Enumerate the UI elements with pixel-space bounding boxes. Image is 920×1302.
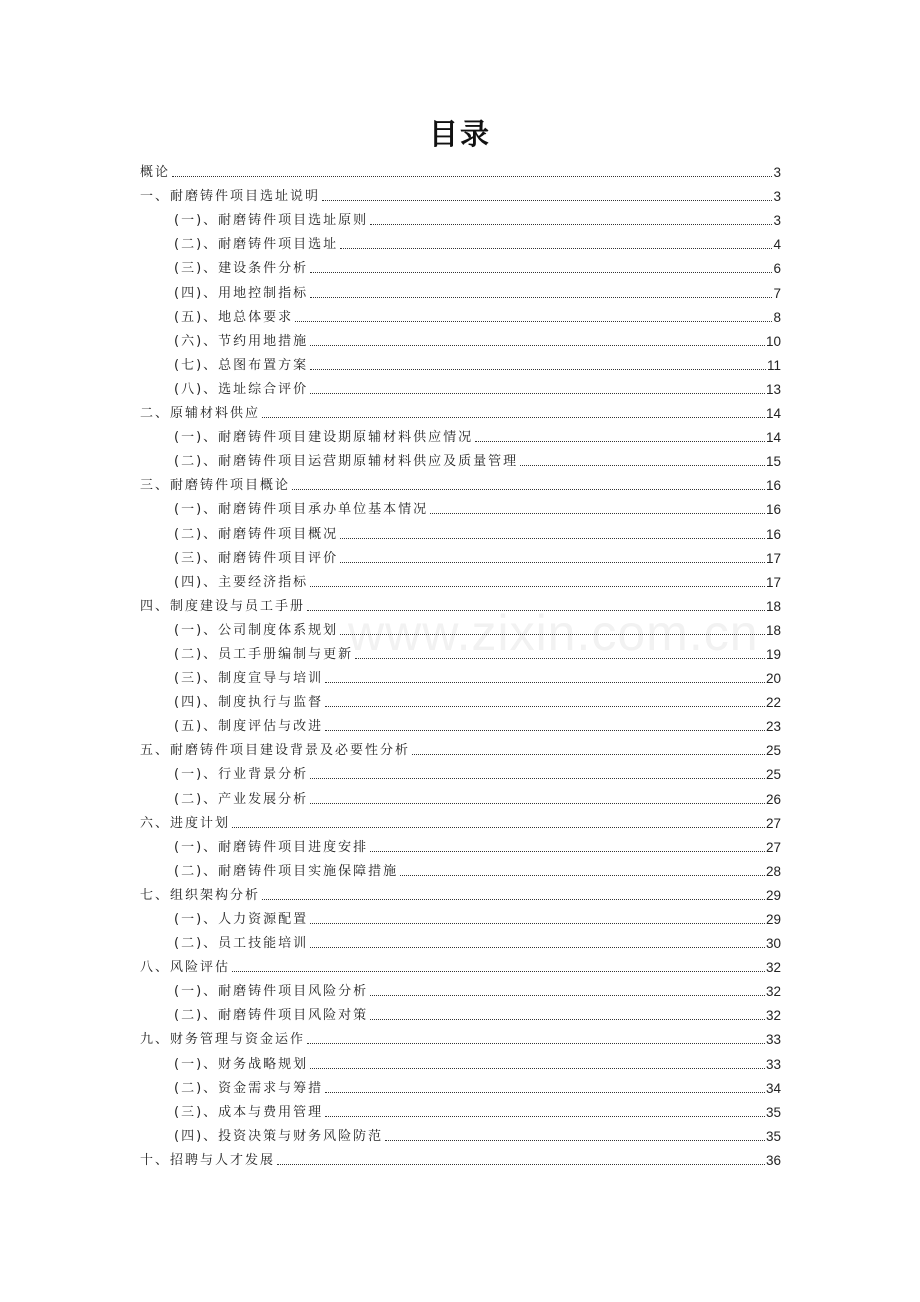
toc-entry-label: (三)、成本与费用管理: [174, 1104, 324, 1120]
toc-page-number: 22: [765, 695, 781, 711]
watermark: www.zixin.com.cn: [348, 605, 759, 661]
table-of-contents: [140, 160, 781, 1172]
toc-page-number: 15: [765, 454, 781, 470]
toc-entry-label: (三)、耐磨铸件项目评价: [174, 550, 339, 566]
dot-leader: [370, 224, 772, 225]
toc-subsection-entry[interactable]: [140, 690, 781, 714]
toc-section-entry[interactable]: [140, 184, 781, 208]
dot-leader: [310, 345, 765, 346]
toc-entry-label: (四)、用地控制指标: [174, 285, 309, 301]
dot-leader: [325, 706, 765, 707]
toc-section-entry[interactable]: [140, 401, 781, 425]
toc-entry-label: 七、组织架构分析: [140, 887, 261, 903]
dot-leader: [370, 851, 765, 852]
toc-entry-label: (一)、人力资源配置: [174, 912, 309, 927]
toc-entry-label: 九、财务管理与资金运作: [140, 1032, 306, 1048]
toc-subsection-entry[interactable]: [140, 1124, 781, 1148]
dot-leader: [310, 297, 772, 298]
toc-entry-label: (三)、制度宣导与培训: [174, 671, 324, 687]
dot-leader: [172, 176, 772, 177]
dot-leader: [310, 272, 772, 273]
toc-entry-label: (七)、总图布置方案: [174, 357, 309, 373]
toc-page-number: 20: [765, 671, 781, 687]
toc-section-entry[interactable]: [140, 594, 781, 618]
dot-leader: [400, 875, 765, 876]
dot-leader: [295, 321, 772, 322]
dot-leader: [325, 730, 765, 731]
toc-page-number: 33: [765, 1032, 781, 1048]
dot-leader: [430, 513, 765, 514]
toc-entry-label: 二、原辅材料供应: [140, 406, 261, 422]
toc-page-number: 33: [765, 1056, 781, 1072]
toc-subsection-entry[interactable]: [140, 1100, 781, 1124]
dot-leader: [232, 971, 765, 972]
toc-page-number: 26: [765, 791, 781, 807]
toc-page-number: 18: [765, 622, 781, 638]
toc-entry-label: (二)、耐磨铸件项目风险对策: [174, 1008, 369, 1024]
toc-subsection-entry[interactable]: [140, 256, 781, 280]
dot-leader: [325, 1116, 765, 1117]
toc-subsection-entry[interactable]: [140, 329, 781, 353]
toc-entry-label: (二)、耐磨铸件项目实施保障措施: [174, 863, 399, 879]
toc-section-entry[interactable]: [140, 811, 781, 835]
toc-subsection-entry[interactable]: [140, 642, 781, 666]
dot-leader: [310, 923, 765, 924]
toc-page-number: 8: [773, 309, 781, 325]
toc-page-number: 11: [766, 357, 781, 373]
toc-page-number: 3: [773, 213, 781, 229]
toc-page-number: 32: [765, 1008, 781, 1024]
toc-subsection-entry[interactable]: [140, 618, 781, 642]
toc-page-number: 29: [765, 887, 781, 903]
toc-page-number: 28: [765, 863, 781, 879]
dot-leader: [310, 393, 765, 394]
toc-page-number: 17: [765, 574, 781, 590]
toc-subsection-entry[interactable]: [140, 786, 781, 810]
toc-subsection-entry[interactable]: [140, 353, 781, 377]
toc-entry-label: (一)、耐磨铸件项目风险分析: [174, 984, 369, 1000]
toc-page-number: 34: [765, 1080, 781, 1096]
toc-page-number: 25: [765, 767, 781, 783]
toc-subsection-entry[interactable]: [140, 280, 781, 304]
toc-page-number: 35: [765, 1104, 781, 1120]
toc-entry-label: (二)、耐磨铸件项目运营期原辅材料供应及质量管理: [174, 454, 519, 470]
dot-leader: [322, 200, 772, 201]
toc-entry-label: (二)、员工技能培训: [174, 936, 309, 952]
toc-entry-label: 八、风险评估: [140, 960, 231, 976]
toc-entry-label: 一、耐磨铸件项目选址说明: [140, 189, 321, 205]
toc-entry-label: 四、制度建设与员工手册: [140, 598, 306, 614]
toc-subsection-entry[interactable]: [140, 546, 781, 570]
toc-page-number: 16: [765, 502, 781, 518]
toc-entry-label: (一)、财务战略规划: [174, 1056, 309, 1072]
dot-leader: [340, 248, 772, 249]
toc-page-number: 32: [765, 960, 781, 976]
dot-leader: [340, 538, 765, 539]
dot-leader: [310, 369, 766, 370]
toc-page-number: 4: [773, 237, 781, 253]
toc-subsection-entry[interactable]: [140, 979, 781, 1003]
toc-subsection-entry[interactable]: [140, 1051, 781, 1075]
toc-page-number: 14: [765, 430, 781, 446]
dot-leader: [310, 947, 765, 948]
toc-entry-label: 概论: [140, 165, 171, 181]
toc-entry-label: (八)、选址综合评价: [174, 381, 309, 397]
toc-page-number: 27: [765, 839, 781, 855]
toc-subsection-entry[interactable]: [140, 449, 781, 473]
toc-subsection-entry[interactable]: [140, 232, 781, 256]
dot-leader: [370, 995, 765, 996]
toc-entry-label: (一)、耐磨铸件项目选址原则: [174, 213, 369, 229]
toc-page-number: 18: [765, 598, 781, 614]
dot-leader: [292, 489, 765, 490]
toc-subsection-entry[interactable]: [140, 521, 781, 545]
dot-leader: [262, 417, 765, 418]
toc-section-entry[interactable]: [140, 1148, 781, 1172]
toc-subsection-entry[interactable]: [140, 570, 781, 594]
toc-entry-label: (四)、制度执行与监督: [174, 695, 324, 711]
toc-subsection-entry[interactable]: [140, 762, 781, 786]
toc-page-number: 14: [765, 406, 781, 422]
toc-entry-label: (二)、资金需求与筹措: [174, 1080, 324, 1096]
toc-page-number: 16: [765, 526, 781, 542]
toc-section-entry[interactable]: [140, 473, 781, 497]
toc-subsection-entry[interactable]: [140, 835, 781, 859]
dot-leader: [310, 1068, 765, 1069]
toc-section-entry[interactable]: [140, 160, 781, 184]
dot-leader: [325, 1092, 765, 1093]
toc-subsection-entry[interactable]: [140, 208, 781, 232]
toc-subsection-entry[interactable]: [140, 377, 781, 401]
toc-page-number: 36: [765, 1152, 781, 1168]
dot-leader: [262, 899, 765, 900]
toc-entry-label: (一)、行业背景分析: [174, 767, 309, 783]
toc-subsection-entry[interactable]: [140, 497, 781, 521]
toc-entry-label: (一)、耐磨铸件项目进度安排: [174, 839, 369, 855]
dot-leader: [385, 1140, 765, 1141]
toc-entry-label: (二)、产业发展分析: [174, 791, 309, 807]
toc-page-number: 3: [773, 165, 781, 181]
toc-entry-label: (一)、耐磨铸件项目建设期原辅材料供应情况: [174, 430, 474, 446]
dot-leader: [475, 441, 765, 442]
dot-leader: [340, 562, 765, 563]
toc-section-entry[interactable]: [140, 883, 781, 907]
dot-leader: [355, 658, 765, 659]
toc-subsection-entry[interactable]: [140, 1003, 781, 1027]
dot-leader: [325, 682, 765, 683]
toc-section-entry[interactable]: [140, 955, 781, 979]
toc-page-number: 17: [765, 550, 781, 566]
dot-leader: [310, 778, 765, 779]
dot-leader: [340, 634, 765, 635]
toc-page-number: 13: [765, 381, 781, 397]
toc-page-number: 7: [773, 285, 781, 301]
toc-section-entry[interactable]: [140, 1027, 781, 1051]
toc-entry-label: (五)、地总体要求: [174, 309, 294, 325]
toc-entry-label: (二)、耐磨铸件项目选址: [174, 237, 339, 253]
toc-entry-label: (三)、建设条件分析: [174, 261, 309, 277]
toc-subsection-entry[interactable]: [140, 1076, 781, 1100]
toc-subsection-entry[interactable]: [140, 714, 781, 738]
toc-entry-label: 十、招聘与人才发展: [140, 1152, 276, 1168]
dot-leader: [310, 803, 765, 804]
dot-leader: [310, 586, 765, 587]
toc-subsection-entry[interactable]: [140, 907, 781, 931]
toc-entry-label: (四)、主要经济指标: [174, 574, 309, 590]
toc-page-number: 19: [765, 646, 781, 662]
toc-subsection-entry[interactable]: [140, 931, 781, 955]
toc-entry-label: (一)、公司制度体系规划: [174, 622, 339, 638]
toc-entry-label: (二)、耐磨铸件项目概况: [174, 526, 339, 542]
toc-page-number: 25: [765, 743, 781, 759]
dot-leader: [307, 610, 765, 611]
toc-subsection-entry[interactable]: [140, 859, 781, 883]
dot-leader: [277, 1164, 765, 1165]
page-title: 目录: [428, 117, 491, 151]
toc-page-number: 30: [765, 936, 781, 952]
toc-page-number: 32: [765, 984, 781, 1000]
dot-leader: [232, 827, 765, 828]
dot-leader: [307, 1043, 765, 1044]
toc-page-number: 3: [773, 189, 781, 205]
toc-subsection-entry[interactable]: [140, 305, 781, 329]
toc-page-number: 23: [765, 719, 781, 735]
dot-leader: [520, 465, 765, 466]
toc-page-number: 35: [765, 1128, 781, 1144]
toc-entry-label: (二)、员工手册编制与更新: [174, 646, 354, 662]
toc-entry-label: (六)、节约用地措施: [174, 333, 309, 349]
toc-entry-label: (一)、耐磨铸件项目承办单位基本情况: [174, 502, 429, 518]
toc-subsection-entry[interactable]: [140, 666, 781, 690]
toc-entry-label: 三、耐磨铸件项目概论: [140, 478, 291, 494]
toc-page-number: 16: [765, 478, 781, 494]
toc-entry-label: 六、进度计划: [140, 815, 231, 831]
toc-page-number: 6: [773, 261, 781, 277]
dot-leader: [370, 1019, 765, 1020]
toc-subsection-entry[interactable]: [140, 425, 781, 449]
toc-page-number: 29: [765, 912, 781, 927]
toc-page-number: 10: [765, 333, 781, 349]
dot-leader: [412, 754, 765, 755]
toc-entry-label: (四)、投资决策与财务风险防范: [174, 1128, 384, 1144]
toc-section-entry[interactable]: [140, 738, 781, 762]
toc-entry-label: (五)、制度评估与改进: [174, 719, 324, 735]
toc-page-number: 27: [765, 815, 781, 831]
toc-entry-label: 五、耐磨铸件项目建设背景及必要性分析: [140, 743, 411, 759]
